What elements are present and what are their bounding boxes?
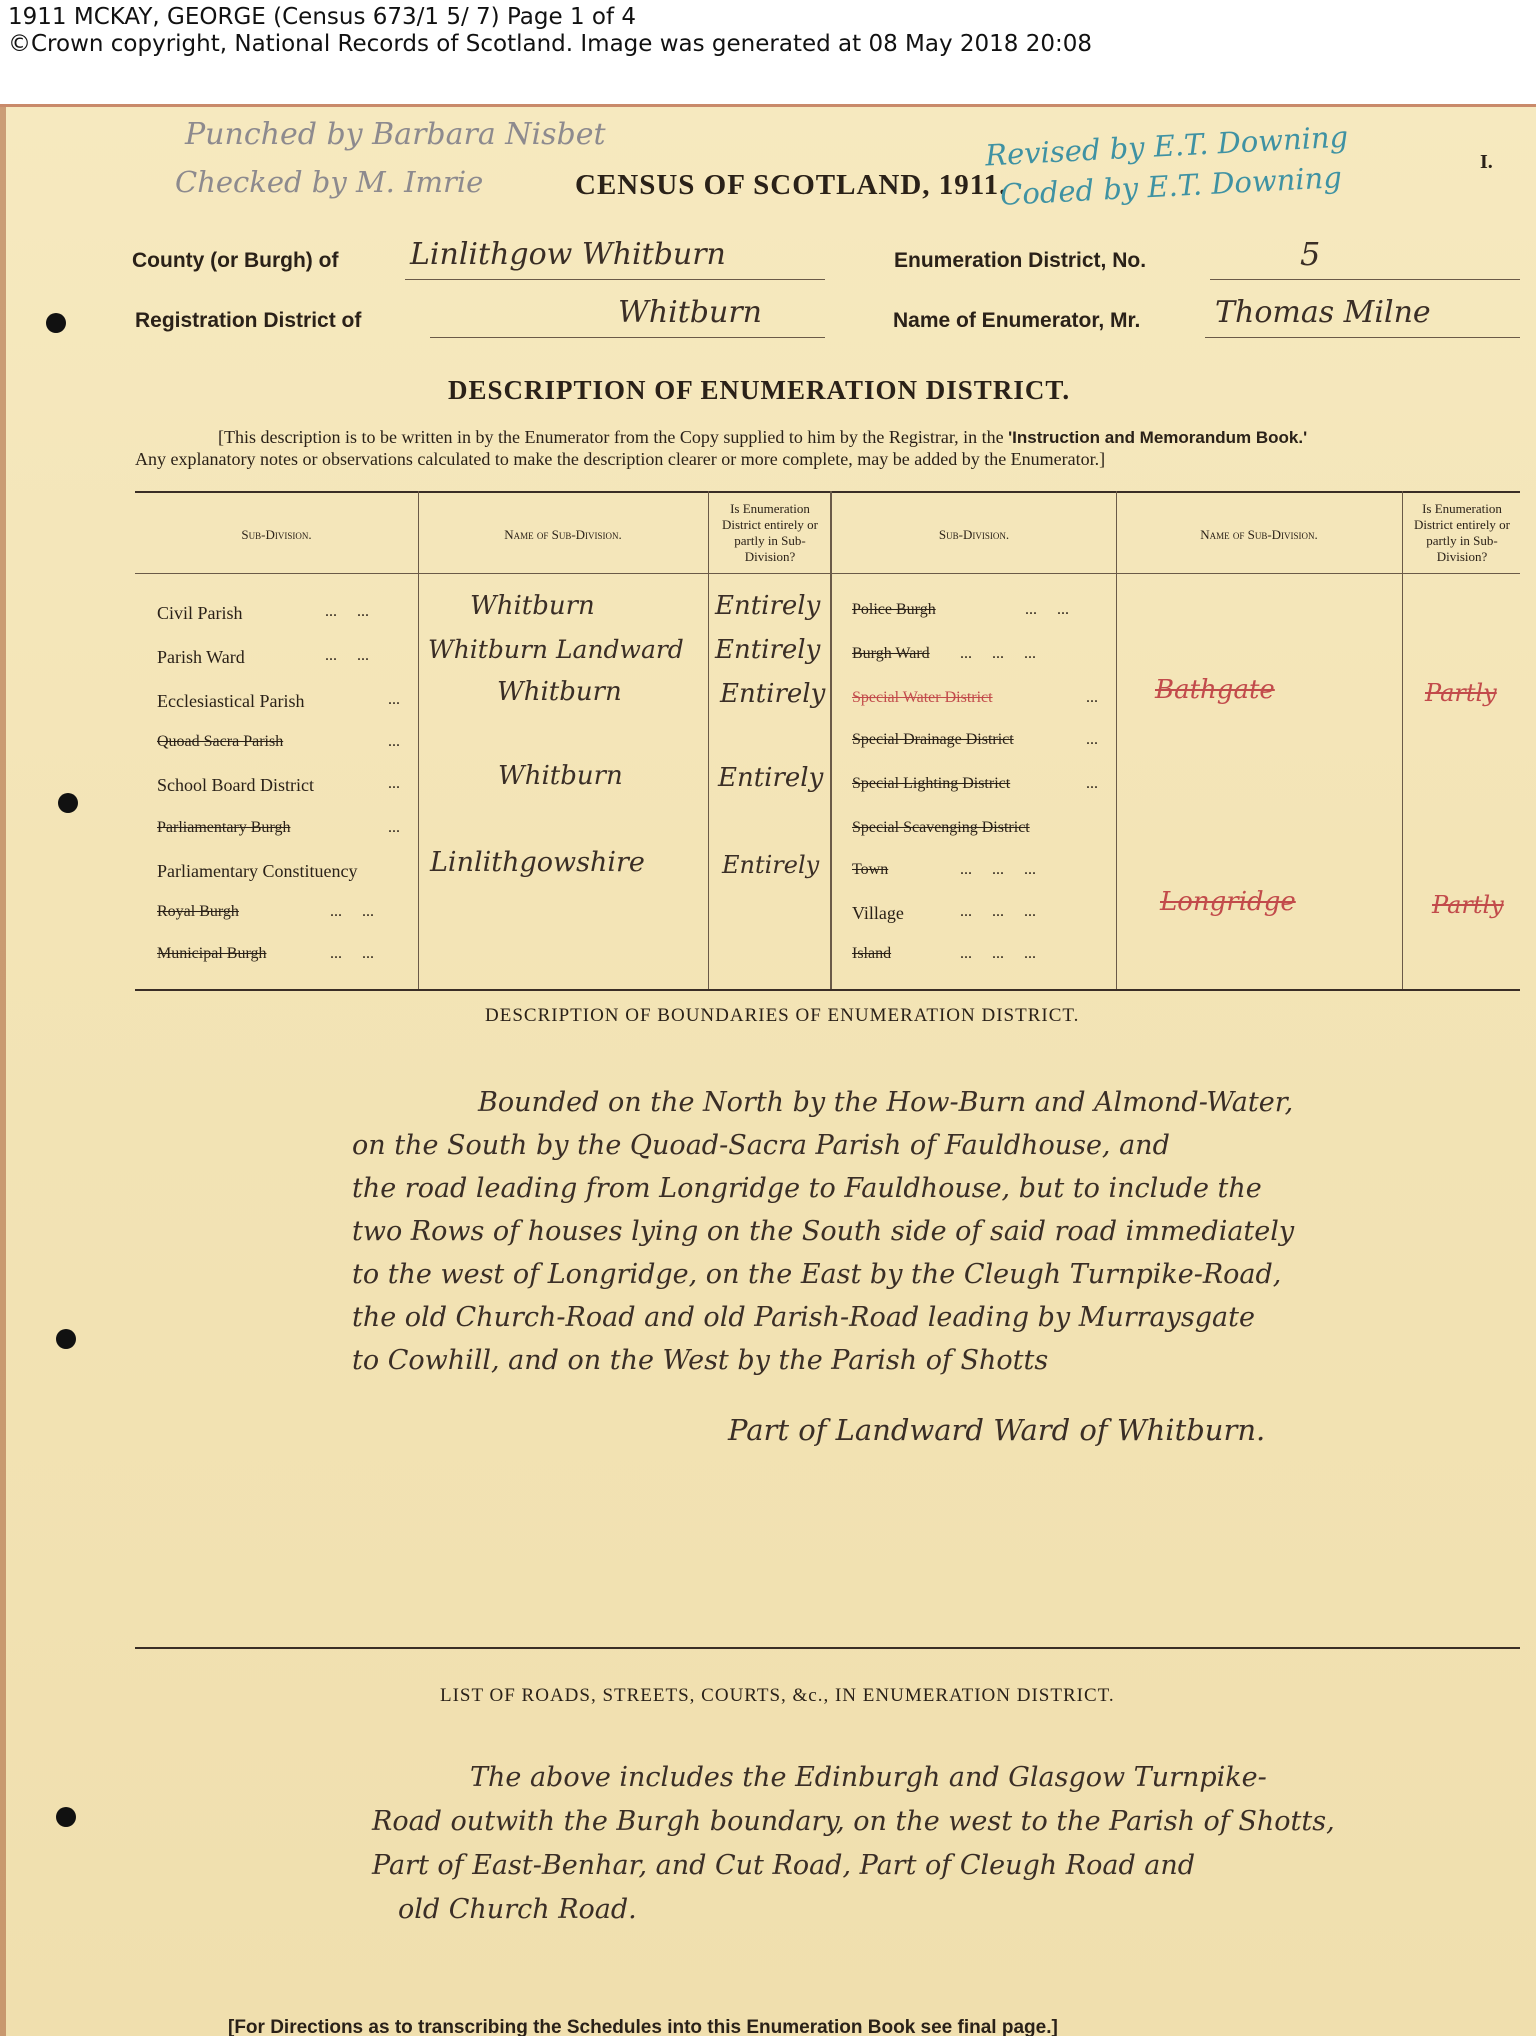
leader-dots: ... ... [330,945,374,962]
roads-top-rule [135,1647,1520,1649]
row-label: Village [852,903,904,923]
col-divider [830,491,832,989]
boundary-line: on the South by the Quoad-Sacra Parish of Fauldhouse, and [352,1130,1170,1161]
boundaries-title: DESCRIPTION OF BOUNDARIES OF ENUMERATION DISTRICT. [485,1005,1080,1026]
row-label: Ecclesiastical Parish [157,691,305,711]
header-extent-left: Is Enumeration District entirely or partly in Sub-Division? [721,501,819,564]
header-subdivision-right: Sub-Division. [938,527,1010,542]
leader-dots: ... ... [330,903,374,920]
description-title: DESCRIPTION OF ENUMERATION DISTRICT. [448,375,1071,405]
leader-dots: ... [388,775,400,792]
row-name: Longridge [1160,887,1296,917]
row-name: Whitburn Landward [428,635,684,664]
row-extent: Entirely [715,591,821,621]
row-extent: Partly [1425,679,1497,707]
header-name-right: Name of Sub-Division. [1200,527,1318,542]
leader-dots: ... [388,819,400,836]
row-label: Parish Ward [157,647,245,667]
row-extent: Entirely [718,763,824,793]
pencil-note-checked: Checked by M. Imrie [175,165,484,199]
blue-note-coded: Coded by E.T. Downing [999,160,1343,212]
enum-district-value: 5 [1300,235,1321,273]
leader-dots: ... [388,733,400,750]
roads-line: Road outwith the Burgh boundary, on the west to the Parish of Shotts, [372,1806,1335,1837]
col-divider [1116,491,1117,989]
enum-district-label: Enumeration District, No. [894,249,1147,272]
leader-dots: ... ... [325,647,369,664]
row-label: Special Water District [852,689,993,706]
row-label: Parliamentary Constituency [157,861,358,881]
punch-hole [56,1329,76,1349]
leader-dots: ... ... ... [960,861,1036,878]
reg-district-label: Registration District of [135,309,362,332]
table-bottom-rule [135,989,1520,991]
leader-dots: ... ... [1025,601,1069,618]
form-title: CENSUS OF SCOTLAND, 1911. [575,169,1008,201]
row-extent: Partly [1432,891,1504,919]
roads-line: Part of East-Benhar, and Cut Road, Part of Cleugh Road and [372,1850,1196,1881]
header-subdivision-left: Sub-Division. [241,527,312,542]
county-underline [405,279,825,280]
col-divider [418,491,419,989]
instruction-line-2: Any explanatory notes or observations calculated to make the description clearer or more complete, may be added by the Enumerator.] [135,449,1106,469]
row-label: Special Drainage District [852,731,1014,748]
row-name: Whitburn [498,761,623,791]
boundary-line: Bounded on the North by the How-Burn and Almond-Water, [478,1087,1294,1118]
row-extent: Entirely [720,679,826,709]
enum-district-underline [1210,279,1520,280]
row-label: Town [852,861,889,878]
roads-line: old Church Road. [398,1894,637,1925]
leader-dots: ... ... ... [960,903,1036,920]
punch-hole [58,793,78,813]
boundary-line: the old Church-Road and old Parish-Road leading by Murraysgate [352,1302,1255,1333]
roads-footer: [For Directions as to transcribing the Schedules into this Enumeration Book see final page.] [228,2017,1058,2036]
row-label: Royal Burgh [157,903,239,920]
leader-dots: ... ... [325,603,369,620]
enumerator-label: Name of Enumerator, Mr. [893,309,1141,332]
row-extent: Entirely [715,635,821,665]
punch-hole [46,313,66,333]
row-label: Special Lighting District [852,775,1011,792]
reg-district-value: Whitburn [618,295,762,330]
punch-hole [56,1807,76,1827]
boundary-line: to the west of Longridge, on the East by the Cleugh Turnpike-Road, [352,1259,1282,1290]
header-extent-right: Is Enumeration District entirely or partly in Sub-Division? [1413,501,1511,564]
row-extent: Entirely [722,851,820,879]
row-name: Bathgate [1155,675,1275,705]
page-mark: I. [1480,151,1493,173]
row-label: Burgh Ward [852,645,930,662]
leader-dots: ... ... ... [960,645,1036,662]
row-label: Police Burgh [852,601,936,618]
row-label: Civil Parish [157,603,243,623]
enumerator-value: Thomas Milne [1215,295,1431,330]
county-value: Linlithgow Whitburn [410,237,726,272]
boundary-line: two Rows of houses lying on the South side of said road immediately [352,1216,1295,1247]
blue-note-revised: Revised by E.T. Downing [984,119,1349,173]
row-label: Special Scavenging District [852,819,1030,836]
row-label: School Board District [157,775,314,795]
roads-title: LIST OF ROADS, STREETS, COURTS, &c., IN ENUMERATION DISTRICT. [440,1685,1115,1706]
reg-district-underline [430,337,825,338]
row-label: Municipal Burgh [157,945,267,962]
table-top-rule [135,491,1520,493]
pencil-note-punched: Punched by Barbara Nisbet [185,117,606,152]
leader-dots: ... [388,691,400,708]
instruction-bold: 'Instruction and Memorandum Book.' [1008,428,1308,447]
table-header-rule [135,573,1520,574]
row-label: Quoad Sacra Parish [157,733,284,750]
enumerator-underline [1205,337,1520,338]
row-name: Whitburn [470,591,595,621]
header-name-left: Name of Sub-Division. [504,527,622,542]
col-divider [1402,491,1403,989]
image-header [8,4,1092,58]
row-label: Island [852,945,892,962]
roads-line: The above includes the Edinburgh and Glasgow Turnpike- [470,1762,1267,1793]
row-name: Whitburn [497,677,622,707]
boundary-line: Part of Landward Ward of Whitburn. [728,1413,1266,1447]
header-record-line: 1911 MCKAY, GEORGE (Census 673/1 5/ 7) Page 1 of 4 [8,4,637,30]
leader-dots: ... ... ... [960,945,1036,962]
leader-dots: ... [1086,689,1098,706]
header-copyright-line: ©Crown copyright, National Records of Scotland. Image was generated at 08 May 2018 20:08 [8,31,1093,57]
row-label: Parliamentary Burgh [157,819,291,836]
boundary-line: the road leading from Longridge to Fauldhouse, but to include the [352,1173,1262,1204]
census-form-page [0,104,1536,2036]
row-name: Linlithgowshire [430,847,645,878]
boundary-line: to Cowhill, and on the West by the Parish of Shotts [352,1345,1049,1376]
instruction-text-1: [This description is to be written in by the Enumerator from the Copy supplied to him by the Registrar, in the [218,427,1004,447]
instruction-line-1 [218,427,1307,448]
leader-dots: ... [1086,731,1098,748]
leader-dots: ... [1086,775,1098,792]
col-divider [708,491,709,989]
county-label: County (or Burgh) of [132,249,339,272]
